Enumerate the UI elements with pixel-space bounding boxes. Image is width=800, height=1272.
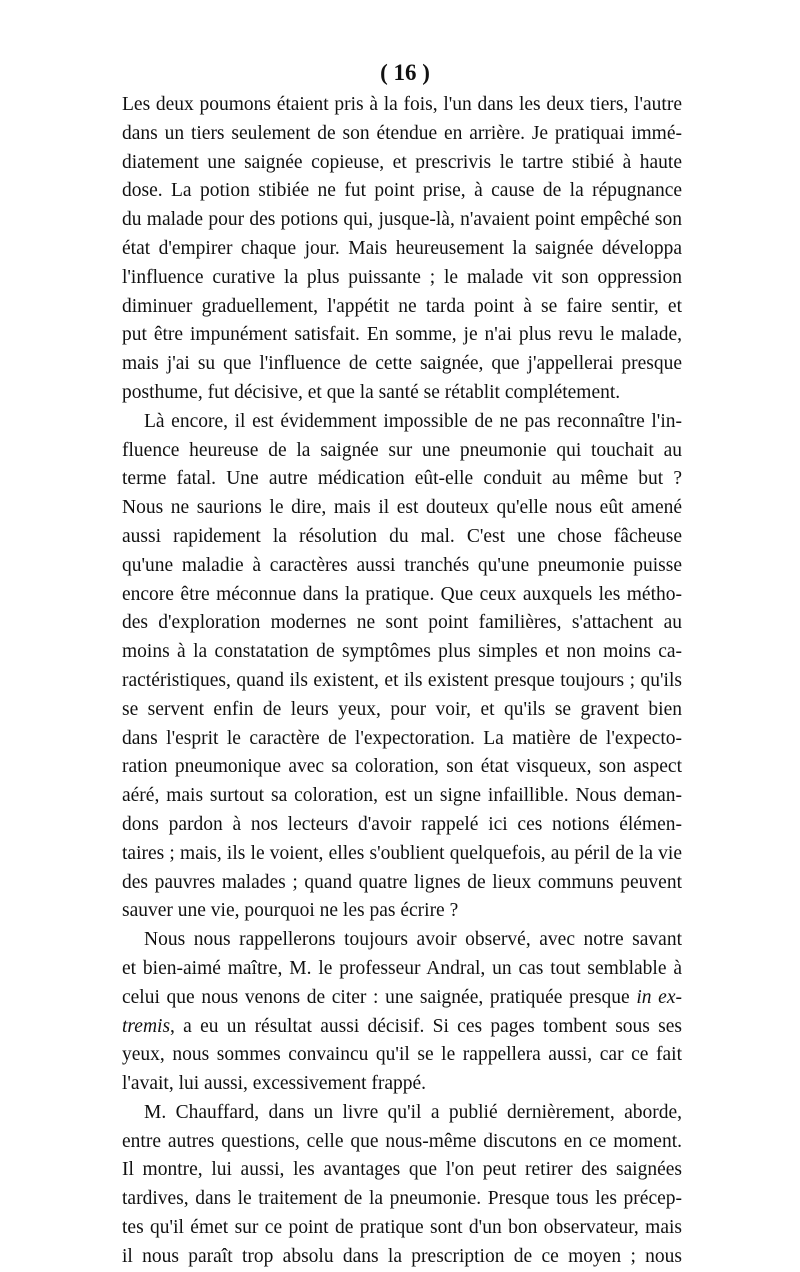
italic-phrase: tremis xyxy=(122,1015,171,1037)
paragraph-4 xyxy=(122,1099,682,1272)
text-line: qu'une maladie à caractères aussi tranchés qu'une pneumonie puisse xyxy=(122,554,682,576)
text-line: sauver une vie, pourquoi ne les pas écrire ? xyxy=(122,900,459,922)
text-line: l'influence curative la plus puissante ; le malade vit son oppression xyxy=(122,266,682,288)
paragraph-2 xyxy=(122,408,682,926)
text-line: aussi rapidement la résolution du mal. C'est une chose fâcheuse xyxy=(122,525,682,547)
text-line: dose. La potion stibiée ne fut point prise, à cause de la répugnance xyxy=(122,180,682,202)
text-line: dans l'esprit le caractère de l'expectoration. La matière de l'expecto- xyxy=(122,727,682,749)
text-line: encore être méconnue dans la pratique. Que ceux auxquels les métho- xyxy=(122,583,682,605)
text-line: fluence heureuse de la saignée sur une pneumonie qui touchait au xyxy=(122,439,682,461)
text-line: celui que nous venons de citer : une saignée, pratiquée presque in ex- xyxy=(122,986,682,1008)
text-line: tardives, dans le traitement de la pneumonie. Presque tous les précep- xyxy=(122,1188,682,1210)
text-line: il nous paraît trop absolu dans la prescription de ce moyen ; nous xyxy=(122,1245,682,1267)
text-line: ractéristiques, quand ils existent, et ils existent presque toujours ; qu'ils xyxy=(122,669,682,691)
text-line: l'avait, lui aussi, excessivement frappé. xyxy=(122,1073,427,1095)
text-line: mais j'ai su que l'influence de cette saignée, que j'appellerai presque xyxy=(122,353,682,375)
text-line: tremis, a eu un résultat aussi décisif. Si ces pages tombent sous ses xyxy=(122,1015,682,1037)
text-line: des pauvres malades ; quand quatre lignes de lieux communs peuvent xyxy=(122,871,682,893)
text-line: et bien-aimé maître, M. le professeur Andral, un cas tout semblable à xyxy=(122,957,682,979)
paragraph-3 xyxy=(122,926,682,1099)
text-line: ration pneumonique avec sa coloration, son état visqueux, son aspect xyxy=(122,756,682,778)
text-line: dons pardon à nos lecteurs d'avoir rappelé ici ces notions élémen- xyxy=(122,813,682,835)
paragraph-1 xyxy=(122,91,682,408)
text-line: terme fatal. Une autre médication eût-elle conduit au même but ? xyxy=(122,468,682,490)
text-line: Nous ne saurions le dire, mais il est douteux qu'elle nous eût amené xyxy=(122,497,682,519)
text-line: taires ; mais, ils le voient, elles s'oublient quelquefois, au péril de la vie xyxy=(122,842,682,864)
text-line: Nous nous rappellerons toujours avoir observé, avec notre savant xyxy=(144,929,682,951)
text-line: diminuer graduellement, l'appétit ne tarda point à se faire sentir, et xyxy=(122,295,682,317)
text-line: moins à la constatation de symptômes plus simples et non moins ca- xyxy=(122,641,682,663)
text-line: Il montre, lui aussi, les avantages que l'on peut retirer des saignées xyxy=(122,1159,682,1181)
text-line: put être impunément satisfait. En somme, je n'ai plus revu le malade, xyxy=(122,324,682,346)
page-number: ( 16 ) xyxy=(380,60,430,85)
text-line: se servent enfin de leurs yeux, pour voir, et qu'ils se gravent bien xyxy=(122,698,682,720)
text-line: yeux, nous sommes convaincu qu'il se le rappellera aussi, car ce fait xyxy=(122,1044,682,1066)
text-line: du malade pour des potions qui, jusque-là, n'avaient point empêché son xyxy=(122,209,682,231)
italic-phrase: in ex- xyxy=(636,986,682,1008)
text-line: Les deux poumons étaient pris à la fois, l'un dans les deux tiers, l'autre xyxy=(122,94,682,115)
text-line: entre autres questions, celle que nous-même discutons en ce moment. xyxy=(122,1130,682,1152)
text-line: Là encore, il est évidemment impossible de ne pas reconnaître l'in- xyxy=(144,410,682,432)
text-line: posthume, fut décisive, et que la santé se rétablit complétement. xyxy=(122,381,621,403)
text-line: tes qu'il émet sur ce point de pratique sont d'un bon observateur, mais xyxy=(122,1217,682,1239)
text-line: état d'empirer chaque jour. Mais heureusement la saignée développa xyxy=(122,237,682,259)
text-line: M. Chauffard, dans un livre qu'il a publié dernièrement, aborde, xyxy=(144,1101,682,1123)
text-line: dans un tiers seulement de son étendue en arrière. Je pratiquai immé- xyxy=(122,122,682,144)
text-line: des d'exploration modernes ne sont point familières, s'attachent au xyxy=(122,612,682,634)
text-line: diatement une saignée copieuse, et prescrivis le tartre stibié à haute xyxy=(122,151,682,173)
text-line: aéré, mais surtout sa coloration, est un signe infaillible. Nous deman- xyxy=(122,785,682,807)
document-page xyxy=(122,58,682,1272)
